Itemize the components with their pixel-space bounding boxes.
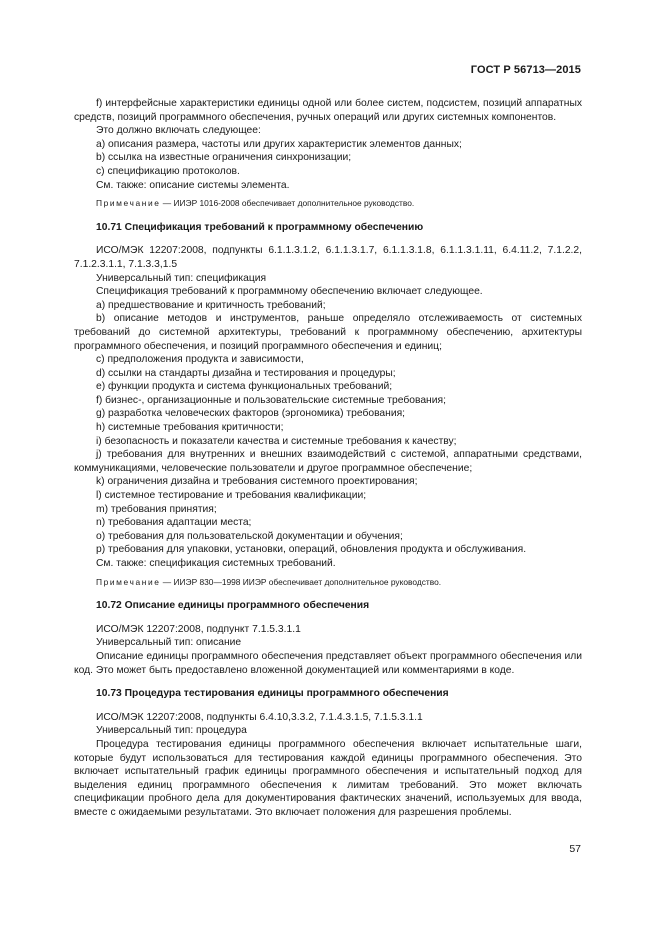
page-content [74, 97, 582, 820]
note-text: — ИИЭР 1016-2008 обеспечивает дополнительное руководство. [160, 198, 415, 209]
paragraph: Спецификация требований к программному обеспечению включает следующее. [96, 286, 483, 298]
paragraph: Универсальный тип: описание [96, 637, 242, 649]
paragraph: k) ограничения дизайна и требования системного проектирования; [96, 476, 418, 488]
paragraph: Универсальный тип: спецификация [96, 272, 267, 284]
paragraph: n) требования адаптации места; [96, 517, 252, 529]
paragraph: Процедура тестирования единицы программного обеспечения включает испытательные шаги, которые будут использоваться для тестирования каждой единицы программного обеспечения. Это включает испытательный график единицы программного обеспечения и испытательный подход для выделения единиц программного обеспечения к лимитам требований. Это может включать спецификации пробного дела для документирования фактических значений, используемых для ввода, вместе с ожидаемыми результатами. Это включает положения для разрешения проблемы. [74, 738, 582, 818]
paragraph: a) описания размера, частоты или других характеристик элементов данных; [96, 138, 462, 150]
paragraph: b) описание методов и инструментов, раньше определяло отслеживаемость от системных требований до системной архитектуры, требований к программному обеспечению, архитектуры программного обеспечения, и позиций программного обеспечения и единиц; [74, 313, 582, 352]
note [74, 576, 582, 590]
paragraph: Универсальный тип: процедура [96, 725, 247, 737]
paragraph: c) спецификацию протоколов. [96, 165, 240, 177]
paragraph: См. также: спецификация системных требований. [96, 558, 336, 569]
paragraph: ИСО/МЭК 12207:2008, подпункты 6.1.1.3.1.2, 6.1.1.3.1.7, 6.1.1.3.1.8, 6.1.1.3.1.11, 6.4.11.2, 7.1.2.2, 7.1.2.3.1.1, 7.1.3.3,1.5 [74, 245, 582, 270]
section-heading: 10.71 Спецификация требований к программному обеспечению [96, 221, 424, 233]
section-heading: 10.73 Процедура тестирования единицы программного обеспечения [96, 688, 449, 700]
paragraph: g) разработка человеческих факторов (эргономика) требования; [96, 408, 406, 420]
paragraph: d) ссылки на стандарты дизайна и тестирования и процедуры; [96, 367, 396, 379]
paragraph: l) системное тестирование и требования квалификации; [96, 490, 367, 502]
section-heading: 10.72 Описание единицы программного обеспечения [96, 600, 370, 612]
paragraph: j) требования для внутренних и внешних взаимодействий с системой, аппаратными средствами, коммуникациями, человеческие пользователи и другое программное обеспечение; [74, 449, 582, 474]
standard-header: ГОСТ Р 56713—2015 [470, 64, 581, 76]
note-label: Примечание [96, 198, 161, 209]
paragraph: h) системные требования критичности; [96, 422, 284, 434]
paragraph: c) предположения продукта и зависимости, [96, 354, 304, 366]
page-number: 57 [569, 843, 581, 855]
paragraph: e) функции продукта и система функциональных требований; [96, 381, 393, 393]
note-label: Примечание [96, 576, 161, 587]
paragraph: p) требования для упаковки, установки, операций, обновления продукта и обслуживания. [96, 544, 527, 556]
paragraph: f) бизнес-, организационные и пользовательские системные требования; [96, 394, 446, 406]
paragraph: Это должно включать следующее: [96, 125, 261, 137]
paragraph: b) ссылка на известные ограничения синхронизации; [96, 152, 352, 164]
paragraph: Описание единицы программного обеспечения представляет объект программного обеспечения или код. Это может быть предоставлено вложенной документацией или комментариями в коде. [74, 650, 582, 676]
paragraph: m) требования принятия; [96, 503, 217, 515]
paragraph: i) безопасность и показатели качества и системные требования к качеству; [96, 435, 457, 447]
paragraph: См. также: описание системы элемента. [96, 179, 290, 191]
note-text: — ИИЭР 830—1998 ИИЭР обеспечивает дополнительное руководство. [160, 576, 442, 587]
paragraph: f) интерфейсные характеристики единицы одной или более систем, подсистем, позиций аппаратных средств, позиций программного обеспечения, ручных операций или других системных компонентов. [74, 98, 582, 123]
paragraph: a) предшествование и критичность требований; [96, 299, 326, 311]
paragraph: ИСО/МЭК 12207:2008, подпункты 6.4.10,3.3.2, 7.1.4.3.1.5, 7.1.5.3.1.1 [96, 711, 423, 723]
note [74, 197, 582, 211]
paragraph: o) требования для пользовательской документации и обучения; [96, 530, 403, 542]
paragraph: ИСО/МЭК 12207:2008, подпункт 7.1.5.3.1.1 [96, 623, 301, 635]
